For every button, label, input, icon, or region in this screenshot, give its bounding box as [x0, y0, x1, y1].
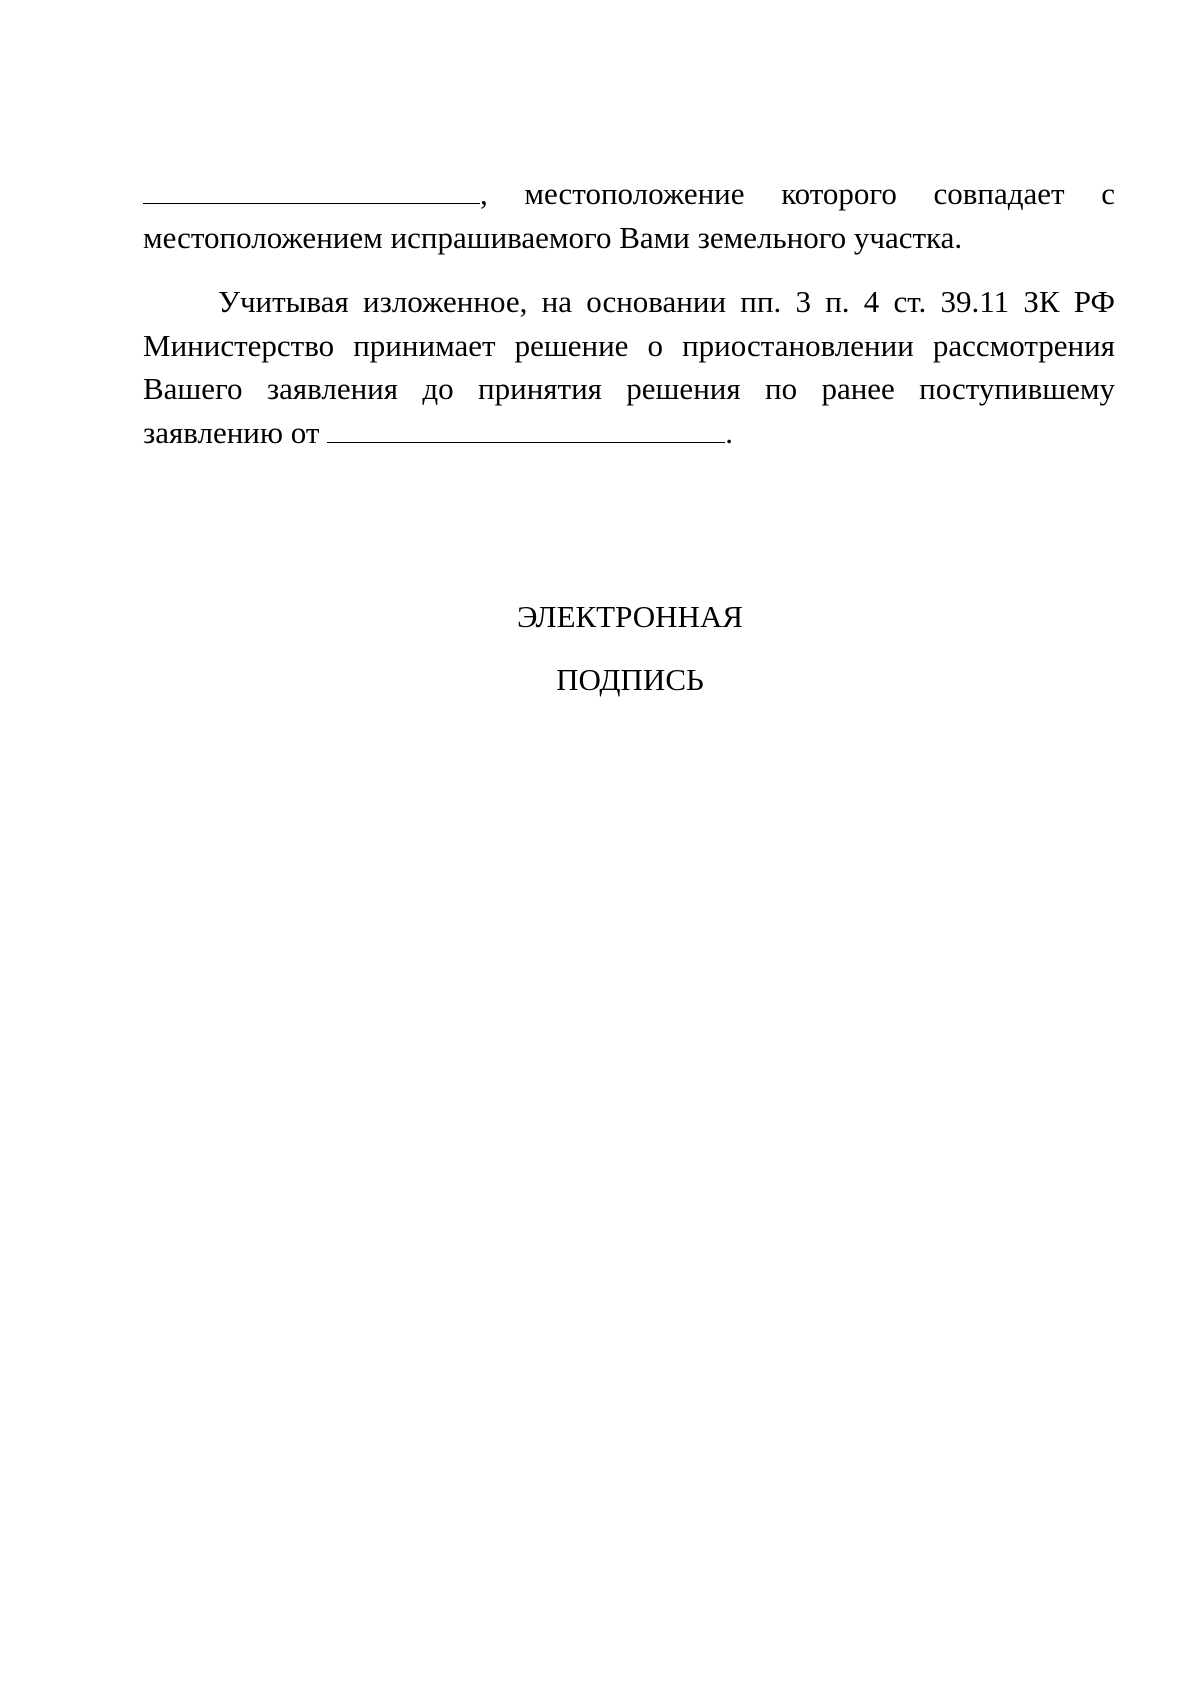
signature-line2: ПОДПИСЬ	[556, 662, 704, 697]
paragraph1-line1	[143, 172, 1115, 216]
paragraph2-line1: Учитывая изложенное, на основании пп. 3 п. 4 ст. 39.11 ЗК РФ	[218, 284, 1115, 319]
paragraph1-line1-text: , местоположение которого совпадает с	[480, 176, 1115, 211]
paragraph2-line2: Министерство принимает решение о приостановлении рассмотрения	[143, 327, 1115, 363]
paragraph-location-match	[143, 172, 1115, 259]
blank-field-location	[143, 173, 480, 204]
paragraph1-line2: местоположением испрашиваемого Вами земельного участка.	[143, 219, 963, 255]
paragraph2-line4-prefix: заявлению от	[143, 414, 320, 450]
paragraph2-line4	[143, 411, 1115, 455]
paragraph2-line4-suffix: .	[725, 414, 733, 450]
paragraph-decision	[143, 280, 1115, 454]
paragraph2-line3: Вашего заявления до принятия решения по ранее поступившему	[143, 371, 1115, 406]
signature-line1: ЭЛЕКТРОННАЯ	[517, 599, 743, 634]
blank-field-date	[327, 412, 725, 443]
